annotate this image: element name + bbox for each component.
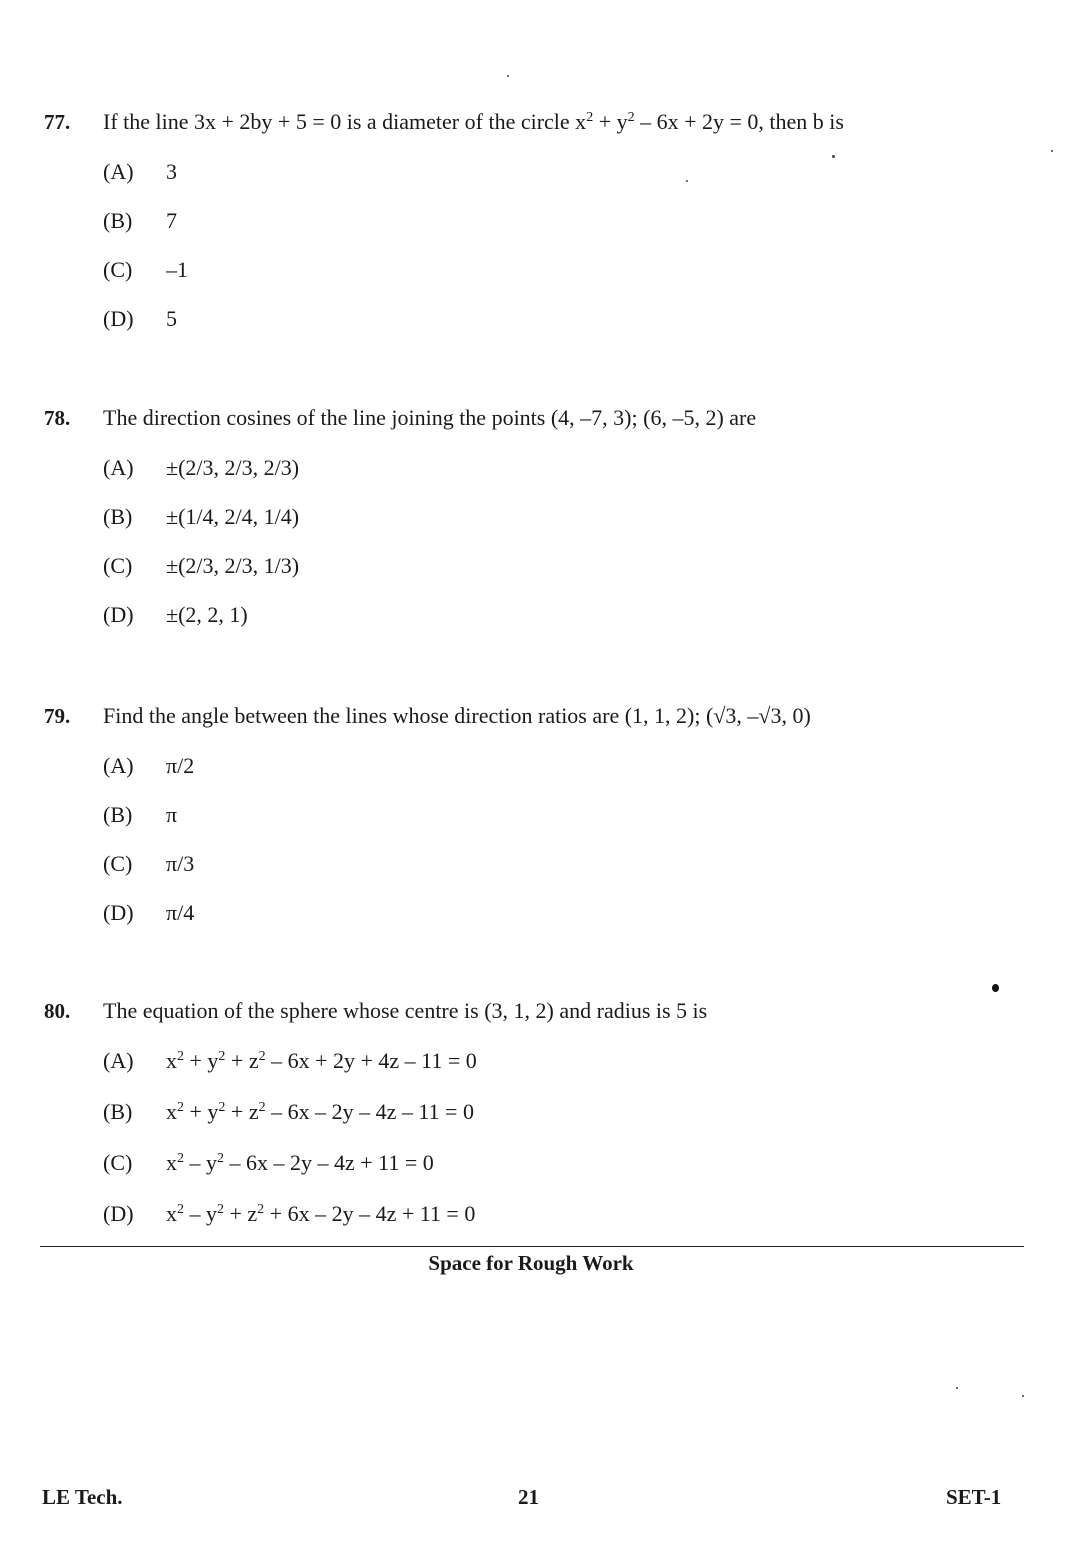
- option-label: (A): [103, 753, 134, 778]
- option-a[interactable]: [0, 1041, 1090, 1092]
- option-label: (A): [103, 455, 134, 480]
- scan-speck: [992, 984, 999, 992]
- option-d[interactable]: [0, 1194, 1090, 1245]
- scan-speck: [686, 180, 688, 182]
- option-label: (B): [103, 1099, 133, 1124]
- question-number: 78.: [44, 406, 71, 430]
- option-text: $x^2 + y^2 + z^2 - 6x - 2y - 4z - 11 = 0$: [166, 1099, 474, 1124]
- scan-speck: [956, 1387, 958, 1389]
- question-78: [0, 398, 1090, 644]
- footer-page-number: 21: [518, 1485, 539, 1509]
- option-text: ±(1/4, 2/4, 1/4): [166, 504, 300, 529]
- option-text: $x^2 - y^2 - 6x - 2y - 4z + 11 = 0$: [166, 1150, 434, 1175]
- option-a[interactable]: [0, 152, 1090, 201]
- option-c[interactable]: [0, 1143, 1090, 1194]
- scan-speck: [1022, 1395, 1024, 1397]
- scan-speck: [507, 75, 509, 77]
- option-label: (C): [103, 257, 133, 282]
- option-label: (B): [103, 802, 133, 827]
- question-79: [0, 696, 1090, 942]
- option-text: $x^2 - y^2 + z^2 + 6x - 2y - 4z + 11 = 0$: [166, 1201, 476, 1226]
- option-label: (B): [103, 208, 133, 233]
- option-text: π: [166, 802, 178, 827]
- question-text: The direction cosines of the line joining the points (4, –7, 3); (6, –5, 2) are: [103, 405, 757, 430]
- question-text: If the line 3x + 2by + 5 = 0 is a diameter of the circle $x^2 + y^2 - 6x + 2y = 0$, then b is: [103, 109, 844, 134]
- options-list: [0, 448, 1090, 644]
- question-row: [0, 696, 1090, 736]
- option-a[interactable]: [0, 746, 1090, 795]
- question-text: Find the angle between the lines whose direction ratios are (1, 1, 2); (√3, –√3, 0): [103, 703, 811, 728]
- question-number: 80.: [44, 999, 71, 1023]
- option-label: (A): [103, 1048, 134, 1073]
- question-row: [0, 991, 1090, 1031]
- option-text: π/3: [166, 851, 195, 876]
- options-list: [0, 1041, 1090, 1245]
- option-text: –1: [166, 257, 188, 282]
- option-a[interactable]: [0, 448, 1090, 497]
- option-b[interactable]: [0, 497, 1090, 546]
- option-text: ±(2, 2, 1): [166, 602, 248, 627]
- option-label: (A): [103, 159, 134, 184]
- option-c[interactable]: [0, 546, 1090, 595]
- footer-exam-name: LE Tech.: [42, 1485, 123, 1509]
- question-row: [0, 398, 1090, 438]
- option-label: (C): [103, 553, 133, 578]
- option-text: $x^2 + y^2 + z^2 - 6x + 2y + 4z - 11 = 0$: [166, 1048, 477, 1073]
- option-text: 7: [166, 208, 177, 233]
- option-label: (B): [103, 504, 133, 529]
- options-list: [0, 152, 1090, 348]
- option-text: π/4: [166, 900, 195, 925]
- option-c[interactable]: [0, 844, 1090, 893]
- question-77: [0, 102, 1090, 348]
- option-b[interactable]: [0, 201, 1090, 250]
- option-label: (C): [103, 1150, 133, 1175]
- option-label: (D): [103, 1201, 134, 1226]
- scan-speck: [832, 155, 835, 158]
- rough-work-divider: [40, 1246, 1024, 1247]
- option-text: 3: [166, 159, 177, 184]
- option-label: (D): [103, 602, 134, 627]
- question-text: The equation of the sphere whose centre is (3, 1, 2) and radius is 5 is: [103, 998, 708, 1023]
- option-label: (D): [103, 306, 134, 331]
- option-text: 5: [166, 306, 177, 331]
- option-d[interactable]: [0, 299, 1090, 348]
- option-label: (C): [103, 851, 133, 876]
- option-b[interactable]: [0, 795, 1090, 844]
- option-d[interactable]: [0, 893, 1090, 942]
- option-text: ±(2/3, 2/3, 1/3): [166, 553, 300, 578]
- question-80: [0, 991, 1090, 1245]
- options-list: [0, 746, 1090, 942]
- question-row: [0, 102, 1090, 142]
- question-number: 77.: [44, 110, 71, 134]
- option-b[interactable]: [0, 1092, 1090, 1143]
- footer-set-code: SET-1: [946, 1485, 1002, 1509]
- option-label: (D): [103, 900, 134, 925]
- option-text: ±(2/3, 2/3, 2/3): [166, 455, 300, 480]
- option-d[interactable]: [0, 595, 1090, 644]
- option-c[interactable]: [0, 250, 1090, 299]
- scan-speck: [1051, 150, 1053, 152]
- option-text: π/2: [166, 753, 195, 778]
- rough-work-label: Space for Rough Work: [428, 1251, 634, 1275]
- question-number: 79.: [44, 704, 71, 728]
